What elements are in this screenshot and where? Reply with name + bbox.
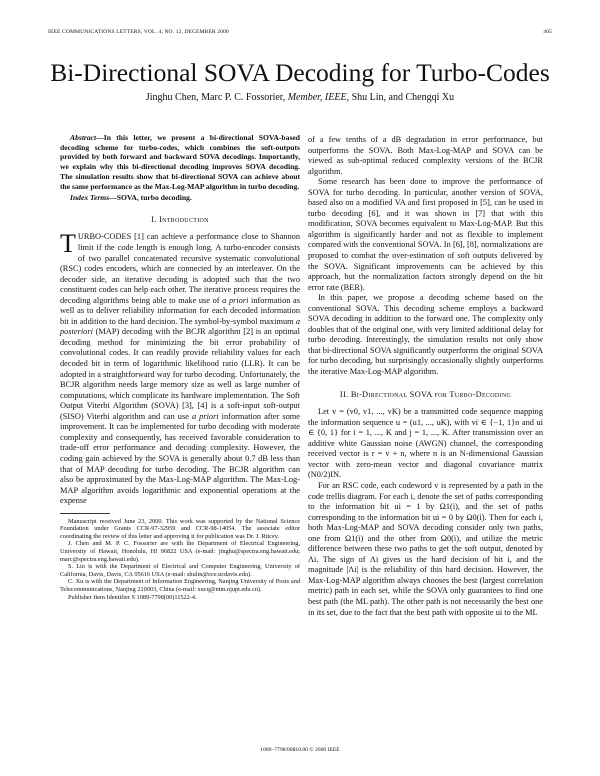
abstract	[60, 133, 300, 191]
term-a-posteriori: a posteriori	[60, 316, 300, 337]
journal-name: IEEE COMMUNICATIONS LETTERS, VOL. 4, NO. 12, DECEMBER 2000	[48, 29, 229, 35]
footnote-manuscript: Manuscript received June 23, 2000. This work was supported by the National Science Foundation under Grants CCR-97-32959 and CCR-98-14054. The associate editor coordinating the review of this letter and approving it for publication was Dr. J. Ritcey.	[60, 517, 300, 540]
section-2-title: Bi-Directional SOVA for Turbo-Decoding	[350, 389, 512, 399]
section-2-paragraph-2: For an RSC code, each codeword v is represented by a path in the code trellis diagram. For each i, denote the set of paths corresponding to the information bit ui = 1 by Ω1(i), and the set of paths corresponding to the information bit ui = 0 by Ω0(i). Then for each i, both Max-Log-MAP and SOVA decoding consider only two paths, one from Ω1(i) and the other from Ω0(i), and utilize the metric difference between these two paths to get the soft output, denoted by Λi. The sign of Λi gives us the hard decision of bit i, and the magnitude |Λi| is the reliability of this hard decision. However, the Max-Log-MAP algorithm always chooses the best (largest correlation metric) path in each set, while the SOVA only guarantees to find one best path (the ML path). The other path is not necessarily the best one in its set, due to the fact that the best path with opposite ui to the ML	[308, 480, 543, 617]
right-paragraph-2: Some research has been done to improve the performance of SOVA for turbo decoding. In particular, another version of SOVA, based also on a modified VA and first proposed in [5], can be used in turbo decoding [6], and it was shown in [7] that with this modification, SOVA becomes equivalent to Max-Log-MAP. But this algorithm is significantly harder and not as flexible to implement compared with the conventional SOVA. In [6], [8], normalizations are proposed to combat the over-estimation of soft outputs delivered by the SOVA. Significant improvements can be achieved by this approach, but the normalization factors strongly depend on the bit error rate (BER).	[308, 177, 543, 292]
abstract-label: Abstract	[70, 133, 97, 142]
section-1-heading	[60, 215, 300, 226]
intro-text-a: URBO-CODES [1] can achieve a performance close to Shannon limit if the code length is enough long. A turbo-encoder consists of two parallel concatenated recursive systematic convolutional (RSC) codes encoders, which are connected by an interleaver. On the decoder side, an iterative decoding is adopted such that the two constituent codes can help each other. The iterative process requires the decoding algorithms being able to make use of	[60, 232, 300, 305]
index-terms	[60, 193, 300, 203]
paper-title: Bi-Directional SOVA Decoding for Turbo-Codes	[50, 58, 550, 87]
author-line	[0, 92, 600, 104]
running-header	[48, 29, 552, 39]
term-a-priori-2: a priori	[191, 411, 219, 421]
author-membership: Member, IEEE,	[287, 92, 350, 103]
footnotes	[60, 513, 300, 602]
footnote-xu: C. Xu is with the Department of Information Engineering, Nanjing University of Posts and Telecommunications, Nanjing 210003, China (e-mail: xucq@ntm.njupt.edu.cn).	[60, 578, 300, 594]
right-column	[308, 135, 543, 618]
index-terms-text: —SOVA, turbo decoding.	[109, 193, 192, 203]
section-1-paragraph	[60, 229, 301, 506]
footnote-chen-fossorier: J. Chen and M. P. C. Fossorier are with the Department of Electrical Engineering, University of Hawaii, Honolulu, HI 96822 USA (e-mail: jinghu@spectra.eng.hawaii.edu; marc@spectra.eng.hawaii.edu).	[60, 540, 300, 563]
left-column	[60, 133, 300, 601]
section-2-heading	[308, 390, 543, 401]
right-paragraph-3: In this paper, we propose a decoding scheme based on the conventional SOVA. This decoding scheme employs a backward SOVA decoding in addition to the forward one. The complexity only doubles that of the original one, with very limited additional delay for turbo decoding. Interestingly, the simulation results not only show that bi-directional SOVA significantly outperforms the original SOVA for turbo decoding, but surprisingly occasionally slightly outperforms the iterative Max-Log-MAP algorithm.	[308, 293, 543, 377]
section-1-title: Introduction	[159, 214, 209, 224]
section-1-number: I.	[151, 214, 157, 224]
intro-text-c: (MAP) decoding with the BCJR algorithm [2] is an optimal decoding method for minimizing the bit error probability of convolutional codes. It can readily provide reliability values for each decoded bit in term of logarithmic likelihood ratio (LLR). It can be adopted in a straightforward way for turbo decoding. Unfortunately, the BCJR algorithm needs large memory size as well as large number of computations, which complicate its hardware implementation. The Soft Output Viterbi Algorithm (SOVA) [3], [4] is a soft-input soft-output (SISO) Viterbi algorithm and can use	[60, 327, 300, 421]
abstract-text: —In this letter, we present a bi-directional SOVA-based decoding scheme for turbo-codes, which combines the soft-outputs provided by both forward and backward SOVA decodings. Importantly, we explain why this bi-directional decoding improves SOVA decoding. The simulation results show that bi-directional SOVA can achieve about the same performance as the Max-Log-MAP algorithm in turbo decoding.	[60, 133, 300, 191]
footnote-lin: S. Lin is with the Department of Electrical and Computer Engineering, University of California, Davis, Davis, CA 95616 USA (e-mail: shulin@ece.ucdavis.edu).	[60, 563, 300, 578]
copyright-footer: 1089–7798/00$10.00 © 2000 IEEE	[260, 747, 340, 753]
intro-text-d: information after some improvement. It can be implemented for turbo decoding with moderate complexity and consequently, has received favorable consideration to trade-off error performance and decoding complexity. However, the coding gain achieved by the SOVA is generally about 0.7 dB less than that of MAP decoding for turbo decoding. The BCJR algorithm can also be approximated by the Max-Log-MAP algorithm. The Max-Log-MAP algorithm avoids logarithmic and exponential operations at the expense	[60, 411, 301, 506]
intro-text-b: information as well as to deliver reliability information for each decoded information bit in addition to the hard decision. The symbol-by-symbol maximum	[60, 295, 300, 326]
page-number: 405	[543, 29, 552, 35]
section-2-number: II.	[339, 389, 349, 399]
author-names-b: Shu Lin, and Chengqi Xu	[351, 92, 455, 103]
right-paragraph-1: of a few tenths of a dB degradation in error performance, but outperforms the SOVA. Both Max-Log-MAP and SOVA can be viewed as sub-optimal reduced complexity versions of the BCJR algorithm.	[308, 135, 543, 176]
dropcap: T	[60, 229, 76, 259]
index-terms-label: Index Terms	[70, 193, 110, 203]
term-a-priori: a priori	[222, 295, 249, 305]
author-names-a: Jinghu Chen, Marc P. C. Fossorier,	[145, 92, 286, 103]
footnote-rule	[60, 513, 110, 514]
section-2-paragraph-1: Let v = (v0, v1, ..., vK) be a transmitted code sequence mapping the information sequence u = (u1, ..., uK), with vi ∈ {−1, 1}n and ui ∈ {0, 1} for i = 1, ..., K and j = 1, ..., K. After transmission over an additive white Gaussian noise (AWGN) channel, the corresponding received vector is r = v + n, where n is an N-dimensional Gaussian vector with zero-mean vector and diagonal covariance matrix (N0/2)IN.	[308, 407, 543, 480]
footnote-pii: Publisher Item Identifier S 1089-7798(00)11522-4.	[68, 593, 197, 601]
